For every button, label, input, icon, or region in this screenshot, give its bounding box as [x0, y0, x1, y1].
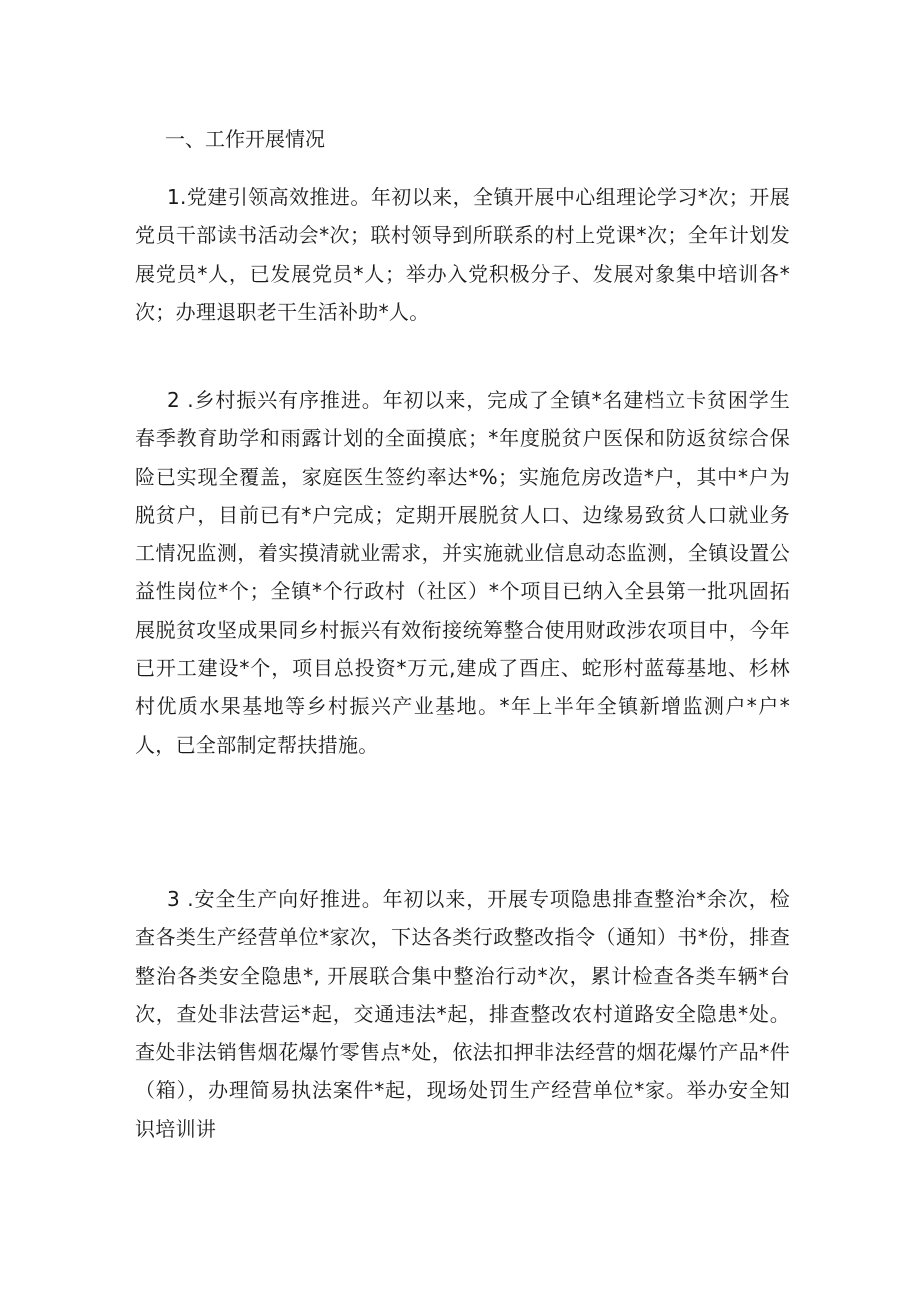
paragraph-rural-revitalization: 2 .乡村振兴有序推进。年初以来，完成了全镇*名建档立卡贫困学生春季教育助学和雨露计划的全面摸底；*年度脱贫户医保和防返贫综合保险已实现全覆盖，家庭医生签约率达*%；实施危房改造*户，其中*户为脱贫户，目前已有*户完成；定期开展脱贫人口、边缘易致贫人口就业务工情况监测，着实摸清就业需求，并实施就业信息动态监测，全镇设置公益性岗位*个；全镇*个行政村（社区）*个项目已纳入全县第一批巩固拓展脱贫攻坚成果同乡村振兴有效衔接统筹整合使用财政涉农项目中，今年已开工建设*个，项目总投资*万元,建成了酉庄、蛇形村蓝莓基地、杉林村优质水果基地等乡村振兴产业基地。*年上半年全镇新增监测户*户*人，已全部制定帮扶措施。 — [135, 388, 790, 757]
paragraph-party-building: 1.党建引领高效推进。年初以来，全镇开展中心组理论学习*次；开展党员干部读书活动会*次；联村领导到所联系的村上党课*次；全年计划发展党员*人，已发展党员*人；举办入党积极分子、发展对象集中培训各*次；办理退职老干生活补助*人。 — [135, 185, 790, 324]
paragraph-safety-production: 3 .安全生产向好推进。年初以来，开展专项隐患排查整治*余次，检查各类生产经营单位*家次，下达各类行政整改指令（通知）书*份，排查整治各类安全隐患*, 开展联合集中整治行动*次，累计检查各类车辆*台次，查处非法营运*起，交通违法*起，排查整改农村道路安全隐患*处。查处非法销售烟花爆竹零售点*处，依法扣押非法经营的烟花爆竹产品*件（箱），办理简易执法案件*起，现场处罚生产经营单位*家。举办安全知识培训讲 — [135, 887, 790, 1141]
section-heading: 一、工作开展情况 — [165, 127, 325, 151]
